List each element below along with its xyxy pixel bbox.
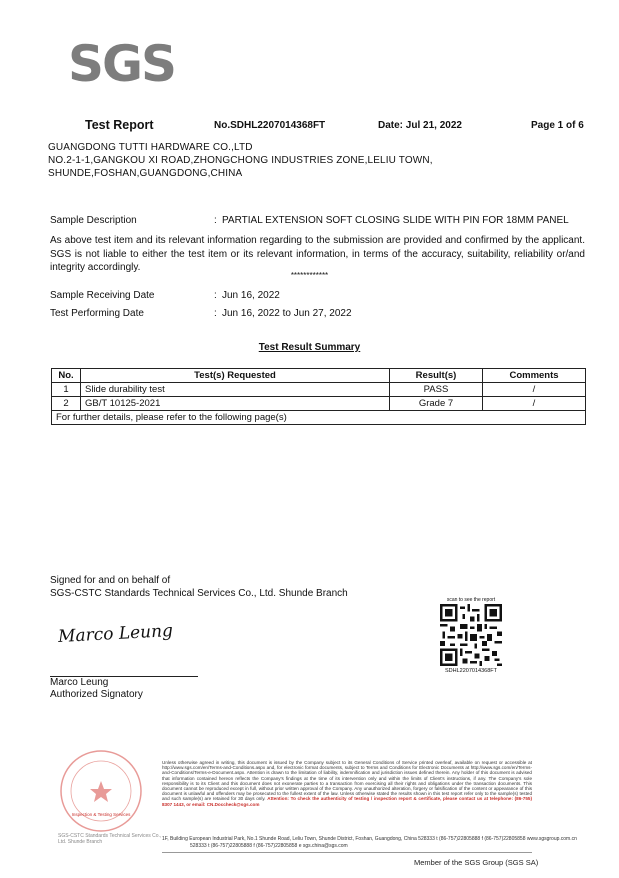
row-no: 2: [52, 397, 81, 411]
header-no: No.: [52, 369, 81, 383]
signatory-title: Authorized Signatory: [50, 689, 143, 700]
table-note: For further details, please refer to the following page(s): [52, 411, 586, 425]
sgs-member-text: Member of the SGS Group (SGS SA): [414, 858, 539, 867]
row-test: GB/T 10125-2021: [81, 397, 390, 411]
separator-stars: ************: [290, 271, 329, 280]
disclaimer-paragraph: As above test item and its relevant information regarding to the submission are provided and confirmed by the applicant. SGS is not liable to either the test item or its relevant information, in terms of the accuracy, suitability, reliability or/and integrity accordingly.: [50, 235, 585, 273]
handwritten-signature: Marco Leung: [57, 621, 174, 647]
qr-caption-bottom: SDHL2207014368FT: [445, 668, 497, 674]
report-number: No.SDHL2207014368FT: [214, 120, 326, 131]
terms-text: Unless otherwise agreed in writing, this document is issued by the Company subject to its General Conditions of Service printed overleaf, available on request or accessible at http://www.sgs.com/en/Terms-and-Conditions.aspx and, for electronic format documents, subject to Terms and Conditions for Electronic Documents at http://www.sgs.com/en/Terms-and-Conditions/Terms-e-Document.aspx. Attention is drawn to the limitation of liability, indemnification and jurisdiction issues defined therein. Any holder of this document is advised that information contained hereon reflects the Company's findings at the time of its intervention only and within the limits of Client's instructions, if any. The Company's sole responsibility is to its Client and this document does not exonerate parties to a transaction from exercising all their rights and obligations under the transaction documents. This document cannot be reproduced except in full, without prior written approval of the Company. Any unauthorized alteration, forgery or falsification of the content or appearance of this document is unlawful and offenders may be prosecuted to the fullest extent of the law. Unless otherwise stated the results shown in this test report refer only to the sample(s) tested and such sample(s) are retained for 30 days only.: [162, 760, 532, 802]
colon: :: [214, 215, 217, 226]
row-result: Grade 7: [390, 397, 483, 411]
table-row: [52, 397, 586, 411]
signatory-name: Marco Leung: [50, 677, 109, 688]
seal-text: Inspection & Testing Services: [71, 812, 131, 817]
colon: :: [214, 308, 217, 319]
header-comments: Comments: [483, 369, 586, 383]
qr-code-icon[interactable]: [440, 604, 502, 666]
sample-description-value: PARTIAL EXTENSION SOFT CLOSING SLIDE WITH PIN FOR 18MM PANEL: [222, 215, 569, 226]
row-no: 1: [52, 383, 81, 397]
row-comment: /: [483, 383, 586, 397]
performing-date-label: Test Performing Date: [50, 308, 144, 319]
qr-caption-top: scan to see the report: [446, 597, 496, 603]
logo-text: SGS: [68, 35, 176, 93]
table-note-row: [52, 411, 586, 425]
row-test: Slide durability test: [81, 383, 390, 397]
table-header-row: [52, 369, 586, 383]
client-name: GUANGDONG TUTTI HARDWARE CO.,LTD: [48, 142, 253, 153]
sgs-logo: [68, 35, 176, 93]
inspection-seal-icon: [58, 748, 144, 834]
page-number: Page 1 of 6: [531, 120, 584, 131]
signed-for-text: Signed for and on behalf of: [50, 575, 171, 586]
receiving-date-value: Jun 16, 2022: [222, 290, 280, 301]
sample-description-label: Sample Description: [50, 215, 137, 226]
client-address-line1: NO.2-1-1,GANGKOU XI ROAD,ZHONGCHONG INDUSTRIES ZONE,LELIU TOWN,: [48, 155, 433, 166]
signing-company: SGS-CSTC Standards Technical Services Co., Ltd. Shunde Branch: [50, 588, 348, 599]
report-date: Date: Jul 21, 2022: [378, 120, 462, 131]
row-comment: /: [483, 397, 586, 411]
header-results: Result(s): [390, 369, 483, 383]
terms-paragraph: [162, 760, 532, 807]
row-result: PASS: [390, 383, 483, 397]
colon: :: [214, 290, 217, 301]
report-title: Test Report: [85, 118, 154, 132]
footer-divider: [162, 852, 532, 853]
client-address-line2: SHUNDE,FOSHAN,GUANGDONG,CHINA: [48, 168, 243, 179]
result-summary-table: [51, 368, 586, 425]
contact-line-1: 1F, Building European Industrial Park, No.1 Shunde Road, Leliu Town, Shunde District, Foshan, Guangdong, China 528333 t (86-757)22805888 f (86-757)22805858 www.sgsgroup.com.cn: [162, 836, 577, 842]
receiving-date-label: Sample Receiving Date: [50, 290, 155, 301]
contact-line-2: 528333 t (86-757)22805888 f (86-757)22805858 e sgs.china@sgs.com: [190, 843, 348, 849]
table-row: [52, 383, 586, 397]
summary-title: Test Result Summary: [258, 342, 361, 353]
attention-text: Attention: To check the authenticity of testing / inspection report & certificate, please contact us at telephone: (86-755) 8307 1443, or email: CN.Doccheck@sgs.com: [162, 796, 533, 807]
header-tests: Test(s) Requested: [81, 369, 390, 383]
performing-date-value: Jun 16, 2022 to Jun 27, 2022: [222, 308, 352, 319]
branch-stamp-text: SGS-CSTC Standards Technical Services Co., Ltd. Shunde Branch: [58, 833, 162, 845]
